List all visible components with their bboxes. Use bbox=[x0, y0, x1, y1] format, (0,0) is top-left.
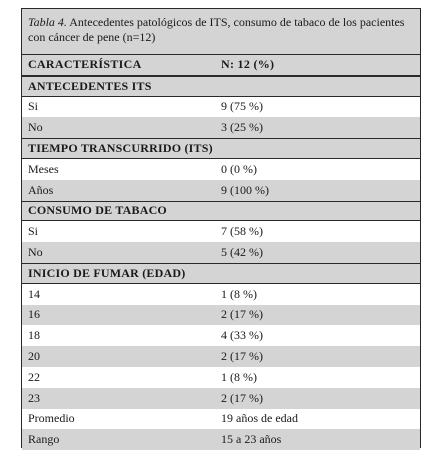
row-value: 0 (0 %) bbox=[221, 161, 257, 176]
row-label: Si bbox=[28, 224, 39, 239]
table-number: Tabla 4. bbox=[28, 15, 67, 29]
row-value: 9 (100 %) bbox=[221, 182, 269, 197]
section-heading bbox=[22, 76, 420, 97]
table-row bbox=[22, 284, 420, 305]
table-header-row bbox=[22, 55, 420, 76]
table-row bbox=[22, 305, 420, 326]
row-value: 15 a 23 años bbox=[221, 432, 282, 447]
row-label: 20 bbox=[28, 349, 40, 364]
section-heading bbox=[22, 138, 420, 159]
column-header-count: N: 12 (%) bbox=[221, 57, 275, 72]
row-label: Años bbox=[28, 182, 54, 197]
table-row bbox=[22, 325, 420, 346]
row-label: Si bbox=[28, 99, 39, 114]
row-label: 16 bbox=[28, 307, 40, 322]
table-row bbox=[22, 159, 420, 180]
row-label: Rango bbox=[28, 432, 60, 447]
row-label: 22 bbox=[28, 369, 40, 384]
section-heading bbox=[22, 201, 420, 222]
column-header-characteristic: CARACTERÍSTICA bbox=[28, 57, 142, 72]
table-frame bbox=[21, 8, 421, 448]
table-row bbox=[22, 429, 420, 450]
table-caption bbox=[22, 9, 420, 55]
row-value: 1 (8 %) bbox=[221, 369, 257, 384]
row-value: 1 (8 %) bbox=[221, 286, 257, 301]
row-label: No bbox=[28, 120, 43, 135]
section-heading-label: ANTECEDENTES ITS bbox=[28, 78, 152, 93]
row-label: Meses bbox=[28, 161, 59, 176]
table-row bbox=[22, 242, 420, 263]
row-label: Promedio bbox=[28, 411, 75, 426]
row-value: 4 (33 %) bbox=[221, 328, 263, 343]
table-row bbox=[22, 388, 420, 409]
row-value: 5 (42 %) bbox=[221, 245, 263, 260]
table-row bbox=[22, 409, 420, 430]
row-value: 2 (17 %) bbox=[221, 390, 263, 405]
section-heading-label: TIEMPO TRANSCURRIDO (ITS) bbox=[28, 141, 213, 156]
table-row bbox=[22, 180, 420, 201]
table-row bbox=[22, 346, 420, 367]
table-title: Antecedentes patológicos de ITS, consumo de tabaco de los pacientes con cáncer de pene (n=12) bbox=[28, 15, 405, 44]
table-row bbox=[22, 367, 420, 388]
row-label: 23 bbox=[28, 390, 40, 405]
row-value: 7 (58 %) bbox=[221, 224, 263, 239]
row-label: No bbox=[28, 245, 43, 260]
row-label: 18 bbox=[28, 328, 40, 343]
row-value: 9 (75 %) bbox=[221, 99, 263, 114]
row-value: 3 (25 %) bbox=[221, 120, 263, 135]
row-value: 19 años de edad bbox=[221, 411, 298, 426]
table-row bbox=[22, 117, 420, 138]
table-row bbox=[22, 97, 420, 118]
row-value: 2 (17 %) bbox=[221, 307, 263, 322]
section-heading-label: INICIO DE FUMAR (EDAD) bbox=[28, 265, 186, 280]
section-heading-label: CONSUMO DE TABACO bbox=[28, 203, 167, 218]
section-heading bbox=[22, 263, 420, 284]
table-row bbox=[22, 221, 420, 242]
row-value: 2 (17 %) bbox=[221, 349, 263, 364]
row-label: 14 bbox=[28, 286, 40, 301]
